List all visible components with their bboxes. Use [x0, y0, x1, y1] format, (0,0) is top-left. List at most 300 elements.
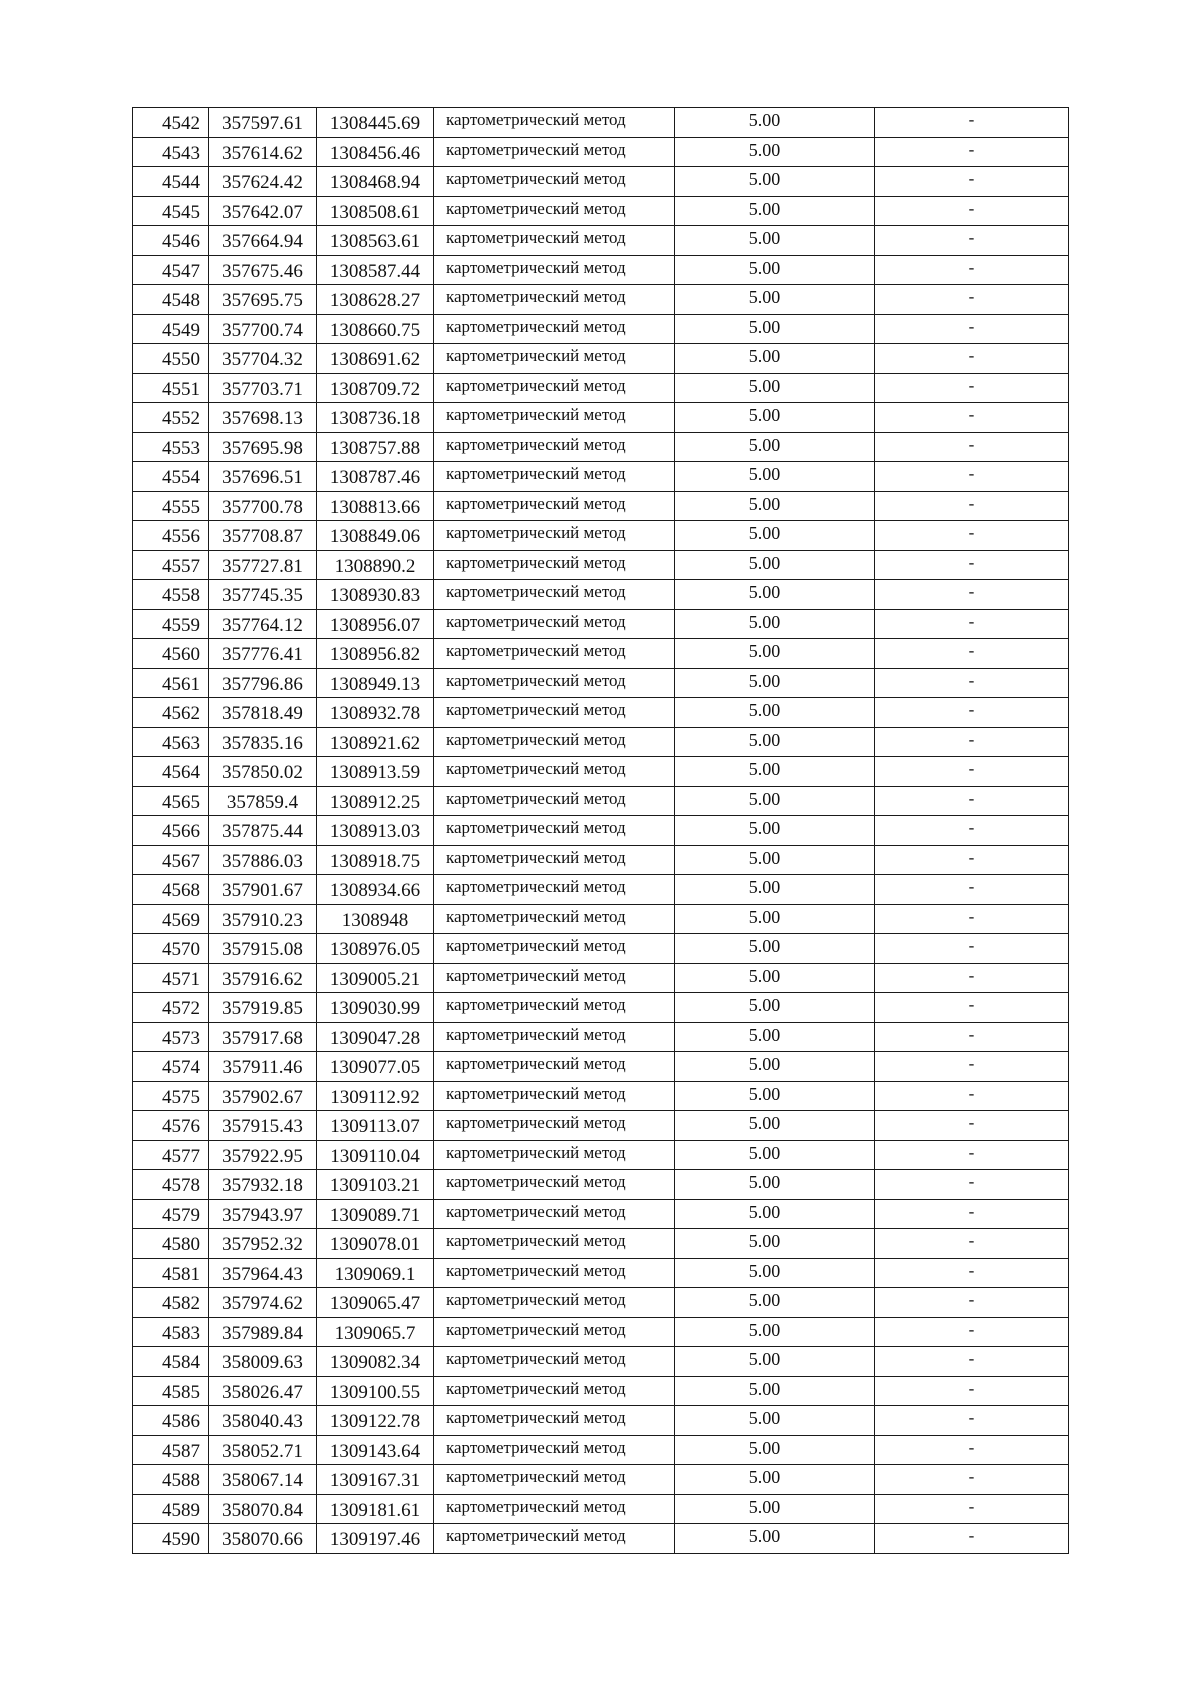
accuracy-cell: 5.00	[675, 1111, 875, 1141]
x-coordinate-cell: 357664.94	[209, 226, 317, 256]
y-coordinate-cell: 1309077.05	[317, 1052, 434, 1082]
accuracy-cell: 5.00	[675, 1317, 875, 1347]
table-row	[133, 226, 1069, 256]
point-number-cell: 4581	[133, 1258, 209, 1288]
accuracy-cell: 5.00	[675, 1022, 875, 1052]
x-coordinate-cell: 358009.63	[209, 1347, 317, 1377]
y-coordinate-cell: 1309110.04	[317, 1140, 434, 1170]
method-cell: картометрический метод	[434, 344, 675, 374]
point-number-cell: 4565	[133, 786, 209, 816]
x-coordinate-cell: 357727.81	[209, 550, 317, 580]
method-cell: картометрический метод	[434, 845, 675, 875]
y-coordinate-cell: 1308787.46	[317, 462, 434, 492]
y-coordinate-cell: 1309113.07	[317, 1111, 434, 1141]
note-cell: -	[875, 550, 1069, 580]
table-row	[133, 1229, 1069, 1259]
accuracy-cell: 5.00	[675, 609, 875, 639]
table-row	[133, 993, 1069, 1023]
method-cell: картометрический метод	[434, 1140, 675, 1170]
point-number-cell: 4559	[133, 609, 209, 639]
note-cell: -	[875, 432, 1069, 462]
y-coordinate-cell: 1308913.03	[317, 816, 434, 846]
point-number-cell: 4571	[133, 963, 209, 993]
point-number-cell: 4558	[133, 580, 209, 610]
point-number-cell: 4561	[133, 668, 209, 698]
x-coordinate-cell: 357614.62	[209, 137, 317, 167]
y-coordinate-cell: 1309030.99	[317, 993, 434, 1023]
accuracy-cell: 5.00	[675, 1288, 875, 1318]
method-cell: картометрический метод	[434, 934, 675, 964]
accuracy-cell: 5.00	[675, 904, 875, 934]
note-cell: -	[875, 344, 1069, 374]
x-coordinate-cell: 357796.86	[209, 668, 317, 698]
note-cell: -	[875, 137, 1069, 167]
point-number-cell: 4560	[133, 639, 209, 669]
method-cell: картометрический метод	[434, 137, 675, 167]
accuracy-cell: 5.00	[675, 521, 875, 551]
table-row	[133, 963, 1069, 993]
x-coordinate-cell: 357974.62	[209, 1288, 317, 1318]
accuracy-cell: 5.00	[675, 580, 875, 610]
y-coordinate-cell: 1308949.13	[317, 668, 434, 698]
x-coordinate-cell: 357700.74	[209, 314, 317, 344]
y-coordinate-cell: 1308956.07	[317, 609, 434, 639]
point-number-cell: 4542	[133, 108, 209, 138]
table-row	[133, 550, 1069, 580]
x-coordinate-cell: 357696.51	[209, 462, 317, 492]
x-coordinate-cell: 357695.75	[209, 285, 317, 315]
note-cell: -	[875, 934, 1069, 964]
x-coordinate-cell: 357943.97	[209, 1199, 317, 1229]
x-coordinate-cell: 357698.13	[209, 403, 317, 433]
table-row	[133, 314, 1069, 344]
note-cell: -	[875, 904, 1069, 934]
method-cell: картометрический метод	[434, 314, 675, 344]
accuracy-cell: 5.00	[675, 1199, 875, 1229]
table-row	[133, 1317, 1069, 1347]
method-cell: картометрический метод	[434, 521, 675, 551]
point-number-cell: 4556	[133, 521, 209, 551]
note-cell: -	[875, 639, 1069, 669]
accuracy-cell: 5.00	[675, 314, 875, 344]
y-coordinate-cell: 1309069.1	[317, 1258, 434, 1288]
accuracy-cell: 5.00	[675, 875, 875, 905]
point-number-cell: 4543	[133, 137, 209, 167]
method-cell: картометрический метод	[434, 993, 675, 1023]
y-coordinate-cell: 1309089.71	[317, 1199, 434, 1229]
table-row	[133, 167, 1069, 197]
method-cell: картометрический метод	[434, 285, 675, 315]
coordinates-table	[132, 107, 1069, 1554]
method-cell: картометрический метод	[434, 1052, 675, 1082]
table-row	[133, 137, 1069, 167]
note-cell: -	[875, 993, 1069, 1023]
point-number-cell: 4568	[133, 875, 209, 905]
accuracy-cell: 5.00	[675, 255, 875, 285]
x-coordinate-cell: 357745.35	[209, 580, 317, 610]
method-cell: картометрический метод	[434, 1347, 675, 1377]
accuracy-cell: 5.00	[675, 727, 875, 757]
method-cell: картометрический метод	[434, 639, 675, 669]
method-cell: картометрический метод	[434, 1406, 675, 1436]
x-coordinate-cell: 357917.68	[209, 1022, 317, 1052]
y-coordinate-cell: 1309078.01	[317, 1229, 434, 1259]
method-cell: картометрический метод	[434, 963, 675, 993]
method-cell: картометрический метод	[434, 1288, 675, 1318]
note-cell: -	[875, 1258, 1069, 1288]
method-cell: картометрический метод	[434, 1435, 675, 1465]
table-row	[133, 1435, 1069, 1465]
accuracy-cell: 5.00	[675, 757, 875, 787]
method-cell: картометрический метод	[434, 1317, 675, 1347]
table-row	[133, 845, 1069, 875]
x-coordinate-cell: 357919.85	[209, 993, 317, 1023]
table-row	[133, 580, 1069, 610]
point-number-cell: 4564	[133, 757, 209, 787]
accuracy-cell: 5.00	[675, 845, 875, 875]
method-cell: картометрический метод	[434, 1465, 675, 1495]
note-cell: -	[875, 1229, 1069, 1259]
x-coordinate-cell: 357922.95	[209, 1140, 317, 1170]
note-cell: -	[875, 255, 1069, 285]
y-coordinate-cell: 1308563.61	[317, 226, 434, 256]
y-coordinate-cell: 1309181.61	[317, 1494, 434, 1524]
x-coordinate-cell: 357910.23	[209, 904, 317, 934]
accuracy-cell: 5.00	[675, 934, 875, 964]
x-coordinate-cell: 357597.61	[209, 108, 317, 138]
table-row	[133, 668, 1069, 698]
accuracy-cell: 5.00	[675, 1229, 875, 1259]
y-coordinate-cell: 1308956.82	[317, 639, 434, 669]
y-coordinate-cell: 1309103.21	[317, 1170, 434, 1200]
x-coordinate-cell: 357911.46	[209, 1052, 317, 1082]
accuracy-cell: 5.00	[675, 285, 875, 315]
point-number-cell: 4576	[133, 1111, 209, 1141]
accuracy-cell: 5.00	[675, 786, 875, 816]
y-coordinate-cell: 1309005.21	[317, 963, 434, 993]
point-number-cell: 4544	[133, 167, 209, 197]
table-row	[133, 1288, 1069, 1318]
table-row	[133, 698, 1069, 728]
table-row	[133, 1465, 1069, 1495]
note-cell: -	[875, 1170, 1069, 1200]
table-row	[133, 285, 1069, 315]
point-number-cell: 4578	[133, 1170, 209, 1200]
note-cell: -	[875, 167, 1069, 197]
x-coordinate-cell: 357915.08	[209, 934, 317, 964]
table-row	[133, 1170, 1069, 1200]
note-cell: -	[875, 1140, 1069, 1170]
accuracy-cell: 5.00	[675, 462, 875, 492]
note-cell: -	[875, 1347, 1069, 1377]
y-coordinate-cell: 1308932.78	[317, 698, 434, 728]
method-cell: картометрический метод	[434, 255, 675, 285]
table-row	[133, 403, 1069, 433]
y-coordinate-cell: 1308912.25	[317, 786, 434, 816]
point-number-cell: 4547	[133, 255, 209, 285]
x-coordinate-cell: 357695.98	[209, 432, 317, 462]
y-coordinate-cell: 1309065.47	[317, 1288, 434, 1318]
y-coordinate-cell: 1308849.06	[317, 521, 434, 551]
point-number-cell: 4587	[133, 1435, 209, 1465]
point-number-cell: 4548	[133, 285, 209, 315]
method-cell: картометрический метод	[434, 462, 675, 492]
method-cell: картометрический метод	[434, 432, 675, 462]
point-number-cell: 4554	[133, 462, 209, 492]
point-number-cell: 4552	[133, 403, 209, 433]
note-cell: -	[875, 668, 1069, 698]
table-row	[133, 432, 1069, 462]
y-coordinate-cell: 1308934.66	[317, 875, 434, 905]
y-coordinate-cell: 1309065.7	[317, 1317, 434, 1347]
note-cell: -	[875, 757, 1069, 787]
y-coordinate-cell: 1309112.92	[317, 1081, 434, 1111]
note-cell: -	[875, 1111, 1069, 1141]
point-number-cell: 4549	[133, 314, 209, 344]
y-coordinate-cell: 1308709.72	[317, 373, 434, 403]
accuracy-cell: 5.00	[675, 137, 875, 167]
note-cell: -	[875, 816, 1069, 846]
note-cell: -	[875, 108, 1069, 138]
point-number-cell: 4577	[133, 1140, 209, 1170]
point-number-cell: 4574	[133, 1052, 209, 1082]
y-coordinate-cell: 1309047.28	[317, 1022, 434, 1052]
accuracy-cell: 5.00	[675, 698, 875, 728]
note-cell: -	[875, 1052, 1069, 1082]
point-number-cell: 4590	[133, 1524, 209, 1554]
accuracy-cell: 5.00	[675, 1347, 875, 1377]
y-coordinate-cell: 1308660.75	[317, 314, 434, 344]
point-number-cell: 4579	[133, 1199, 209, 1229]
table-row	[133, 344, 1069, 374]
note-cell: -	[875, 226, 1069, 256]
table-row	[133, 727, 1069, 757]
accuracy-cell: 5.00	[675, 373, 875, 403]
point-number-cell: 4572	[133, 993, 209, 1023]
note-cell: -	[875, 1465, 1069, 1495]
note-cell: -	[875, 875, 1069, 905]
note-cell: -	[875, 1524, 1069, 1554]
point-number-cell: 4545	[133, 196, 209, 226]
accuracy-cell: 5.00	[675, 1465, 875, 1495]
table-row	[133, 1199, 1069, 1229]
accuracy-cell: 5.00	[675, 432, 875, 462]
accuracy-cell: 5.00	[675, 816, 875, 846]
point-number-cell: 4553	[133, 432, 209, 462]
note-cell: -	[875, 1081, 1069, 1111]
point-number-cell: 4589	[133, 1494, 209, 1524]
y-coordinate-cell: 1309167.31	[317, 1465, 434, 1495]
table-row	[133, 1494, 1069, 1524]
table-row	[133, 904, 1069, 934]
method-cell: картометрический метод	[434, 757, 675, 787]
accuracy-cell: 5.00	[675, 196, 875, 226]
point-number-cell: 4567	[133, 845, 209, 875]
x-coordinate-cell: 357703.71	[209, 373, 317, 403]
y-coordinate-cell: 1308628.27	[317, 285, 434, 315]
y-coordinate-cell: 1308930.83	[317, 580, 434, 610]
point-number-cell: 4546	[133, 226, 209, 256]
point-number-cell: 4575	[133, 1081, 209, 1111]
method-cell: картометрический метод	[434, 727, 675, 757]
point-number-cell: 4588	[133, 1465, 209, 1495]
table-row	[133, 108, 1069, 138]
method-cell: картометрический метод	[434, 875, 675, 905]
note-cell: -	[875, 521, 1069, 551]
table-row	[133, 1140, 1069, 1170]
accuracy-cell: 5.00	[675, 403, 875, 433]
method-cell: картометрический метод	[434, 108, 675, 138]
y-coordinate-cell: 1309082.34	[317, 1347, 434, 1377]
accuracy-cell: 5.00	[675, 491, 875, 521]
note-cell: -	[875, 580, 1069, 610]
point-number-cell: 4551	[133, 373, 209, 403]
method-cell: картометрический метод	[434, 196, 675, 226]
table-row	[133, 1376, 1069, 1406]
point-number-cell: 4563	[133, 727, 209, 757]
table-row	[133, 1524, 1069, 1554]
note-cell: -	[875, 1494, 1069, 1524]
x-coordinate-cell: 357700.78	[209, 491, 317, 521]
table-row	[133, 491, 1069, 521]
y-coordinate-cell: 1308445.69	[317, 108, 434, 138]
x-coordinate-cell: 357875.44	[209, 816, 317, 846]
note-cell: -	[875, 285, 1069, 315]
note-cell: -	[875, 845, 1069, 875]
x-coordinate-cell: 357624.42	[209, 167, 317, 197]
x-coordinate-cell: 357818.49	[209, 698, 317, 728]
x-coordinate-cell: 357675.46	[209, 255, 317, 285]
table-row	[133, 196, 1069, 226]
x-coordinate-cell: 358026.47	[209, 1376, 317, 1406]
accuracy-cell: 5.00	[675, 1258, 875, 1288]
note-cell: -	[875, 1199, 1069, 1229]
method-cell: картометрический метод	[434, 698, 675, 728]
table-body	[133, 108, 1069, 1554]
method-cell: картометрический метод	[434, 816, 675, 846]
note-cell: -	[875, 373, 1069, 403]
accuracy-cell: 5.00	[675, 108, 875, 138]
accuracy-cell: 5.00	[675, 1524, 875, 1554]
method-cell: картометрический метод	[434, 904, 675, 934]
note-cell: -	[875, 403, 1069, 433]
point-number-cell: 4557	[133, 550, 209, 580]
x-coordinate-cell: 357902.67	[209, 1081, 317, 1111]
accuracy-cell: 5.00	[675, 963, 875, 993]
method-cell: картометрический метод	[434, 1229, 675, 1259]
method-cell: картометрический метод	[434, 1494, 675, 1524]
note-cell: -	[875, 491, 1069, 521]
note-cell: -	[875, 727, 1069, 757]
table-row	[133, 875, 1069, 905]
table-row	[133, 934, 1069, 964]
table-row	[133, 609, 1069, 639]
accuracy-cell: 5.00	[675, 550, 875, 580]
table-row	[133, 816, 1069, 846]
x-coordinate-cell: 357952.32	[209, 1229, 317, 1259]
note-cell: -	[875, 196, 1069, 226]
y-coordinate-cell: 1309143.64	[317, 1435, 434, 1465]
note-cell: -	[875, 1317, 1069, 1347]
table-row	[133, 255, 1069, 285]
method-cell: картометрический метод	[434, 403, 675, 433]
table-row	[133, 757, 1069, 787]
method-cell: картометрический метод	[434, 1199, 675, 1229]
x-coordinate-cell: 357835.16	[209, 727, 317, 757]
x-coordinate-cell: 357916.62	[209, 963, 317, 993]
accuracy-cell: 5.00	[675, 1052, 875, 1082]
y-coordinate-cell: 1308691.62	[317, 344, 434, 374]
accuracy-cell: 5.00	[675, 344, 875, 374]
accuracy-cell: 5.00	[675, 1494, 875, 1524]
x-coordinate-cell: 358052.71	[209, 1435, 317, 1465]
note-cell: -	[875, 609, 1069, 639]
method-cell: картометрический метод	[434, 668, 675, 698]
note-cell: -	[875, 1406, 1069, 1436]
method-cell: картометрический метод	[434, 1376, 675, 1406]
method-cell: картометрический метод	[434, 1111, 675, 1141]
table-row	[133, 1347, 1069, 1377]
table-row	[133, 373, 1069, 403]
accuracy-cell: 5.00	[675, 1376, 875, 1406]
accuracy-cell: 5.00	[675, 1435, 875, 1465]
table-row	[133, 1081, 1069, 1111]
x-coordinate-cell: 357764.12	[209, 609, 317, 639]
point-number-cell: 4585	[133, 1376, 209, 1406]
method-cell: картометрический метод	[434, 1258, 675, 1288]
table-row	[133, 1258, 1069, 1288]
method-cell: картометрический метод	[434, 786, 675, 816]
y-coordinate-cell: 1308456.46	[317, 137, 434, 167]
point-number-cell: 4583	[133, 1317, 209, 1347]
method-cell: картометрический метод	[434, 491, 675, 521]
note-cell: -	[875, 1376, 1069, 1406]
y-coordinate-cell: 1308508.61	[317, 196, 434, 226]
y-coordinate-cell: 1308813.66	[317, 491, 434, 521]
table-row	[133, 1052, 1069, 1082]
x-coordinate-cell: 357642.07	[209, 196, 317, 226]
y-coordinate-cell: 1308918.75	[317, 845, 434, 875]
note-cell: -	[875, 1435, 1069, 1465]
y-coordinate-cell: 1308921.62	[317, 727, 434, 757]
y-coordinate-cell: 1308948	[317, 904, 434, 934]
y-coordinate-cell: 1309197.46	[317, 1524, 434, 1554]
y-coordinate-cell: 1308757.88	[317, 432, 434, 462]
table-row	[133, 521, 1069, 551]
note-cell: -	[875, 698, 1069, 728]
accuracy-cell: 5.00	[675, 226, 875, 256]
point-number-cell: 4550	[133, 344, 209, 374]
y-coordinate-cell: 1308736.18	[317, 403, 434, 433]
table-row	[133, 786, 1069, 816]
x-coordinate-cell: 357850.02	[209, 757, 317, 787]
point-number-cell: 4584	[133, 1347, 209, 1377]
y-coordinate-cell: 1308976.05	[317, 934, 434, 964]
note-cell: -	[875, 462, 1069, 492]
x-coordinate-cell: 357964.43	[209, 1258, 317, 1288]
y-coordinate-cell: 1309100.55	[317, 1376, 434, 1406]
point-number-cell: 4570	[133, 934, 209, 964]
point-number-cell: 4569	[133, 904, 209, 934]
table-row	[133, 1111, 1069, 1141]
method-cell: картометрический метод	[434, 1524, 675, 1554]
method-cell: картометрический метод	[434, 580, 675, 610]
method-cell: картометрический метод	[434, 1081, 675, 1111]
note-cell: -	[875, 786, 1069, 816]
note-cell: -	[875, 314, 1069, 344]
point-number-cell: 4580	[133, 1229, 209, 1259]
point-number-cell: 4566	[133, 816, 209, 846]
